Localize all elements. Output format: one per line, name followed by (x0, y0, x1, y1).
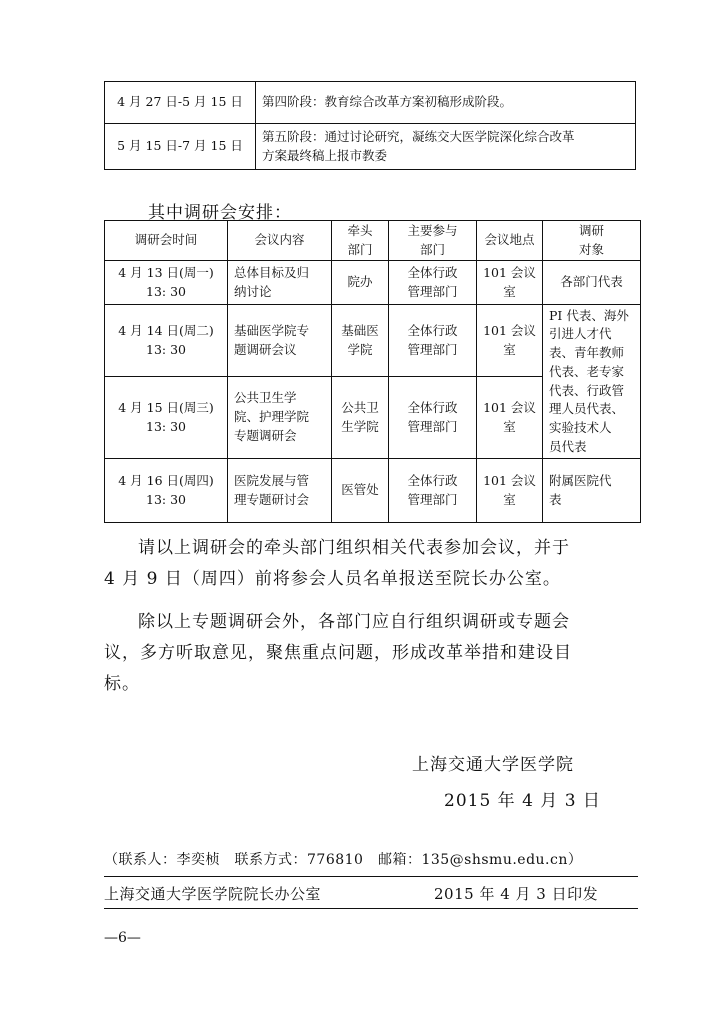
phase-description: 第四阶段：教育综合改革方案初稿形成阶段。 (256, 82, 636, 124)
paragraph-instructions: 除以上专题调研会外，各部门应自行组织调研或专题会 议，多方听取意见，聚焦重点问题，形成改革举措和建设目 标。 (104, 612, 572, 694)
footer-divider-bottom (104, 908, 638, 909)
meeting-lead: 基础医 学院 (332, 305, 389, 377)
section-heading: 其中调研会安排： (148, 203, 292, 223)
meeting-time: 4 月 13 日(周一) 13: 30 (105, 261, 228, 305)
meeting-participants: 全体行政 管理部门 (389, 261, 477, 305)
table-row (105, 124, 636, 170)
table-header-row (105, 221, 641, 261)
meeting-participants: 全体行政 管理部门 (389, 377, 477, 459)
header-location: 会议地点 (477, 221, 543, 261)
page-number: —6— (104, 930, 141, 946)
footer-divider-top (104, 876, 638, 877)
header-time: 调研会时间 (105, 221, 228, 261)
phase-table (104, 81, 636, 170)
header-target: 调研 对象 (543, 221, 641, 261)
meeting-target-merged: PI 代表、海外 引进人才代 表、青年教师 代表、老专家 代表、行政管 理人员代表、 实验技术人 员代表 (543, 305, 641, 459)
footer-issue-date: 2015 年 4 月 3 日印发 (434, 885, 599, 903)
phase-period: 4 月 27 日-5 月 15 日 (105, 82, 256, 124)
meeting-content: 基础医学院专 题调研会议 (228, 305, 332, 377)
meeting-location: 101 会议 室 (477, 305, 543, 377)
meeting-lead: 医管处 (332, 459, 389, 523)
meeting-participants: 全体行政 管理部门 (389, 459, 477, 523)
table-row (105, 82, 636, 124)
table-row (105, 459, 641, 523)
meeting-content: 医院发展与管 理专题研讨会 (228, 459, 332, 523)
meeting-target: 附属医院代 表 (543, 459, 641, 523)
phase-description: 第五阶段：通过讨论研究，凝练交大医学院深化综合改革 方案最终稿上报市教委 (256, 124, 636, 170)
meeting-content: 公共卫生学 院、护理学院 专题调研会 (228, 377, 332, 459)
meeting-participants: 全体行政 管理部门 (389, 305, 477, 377)
meeting-location: 101 会议 室 (477, 377, 543, 459)
header-lead: 牵头 部门 (332, 221, 389, 261)
contact-info: （联系人：李奕桢 联系方式：776810 邮箱：135@shsmu.edu.cn） (104, 852, 583, 868)
meeting-location: 101 会议 室 (477, 459, 543, 523)
meeting-time: 4 月 15 日(周三) 13: 30 (105, 377, 228, 459)
table-row (105, 305, 641, 377)
signature-date: 2015 年 4 月 3 日 (444, 791, 601, 811)
meeting-location: 101 会议 室 (477, 261, 543, 305)
table-row (105, 261, 641, 305)
signature-org: 上海交通大学医学院 (412, 755, 574, 775)
meeting-content: 总体目标及归 纳讨论 (228, 261, 332, 305)
header-participants: 主要参与 部门 (389, 221, 477, 261)
meeting-time: 4 月 14 日(周二) 13: 30 (105, 305, 228, 377)
footer-issuer: 上海交通大学医学院院长办公室 (104, 885, 322, 903)
meeting-lead: 公共卫 生学院 (332, 377, 389, 459)
meeting-lead: 院办 (332, 261, 389, 305)
phase-period: 5 月 15 日-7 月 15 日 (105, 124, 256, 170)
header-content: 会议内容 (228, 221, 332, 261)
meeting-target: 各部门代表 (543, 261, 641, 305)
paragraph-notice: 请以上调研会的牵头部门组织相关代表参加会议，并于 4 月 9 日（周四）前将参会人员名单报送至院长办公室。 (104, 538, 570, 589)
meeting-schedule-table (104, 220, 641, 523)
meeting-time: 4 月 16 日(周四) 13: 30 (105, 459, 228, 523)
